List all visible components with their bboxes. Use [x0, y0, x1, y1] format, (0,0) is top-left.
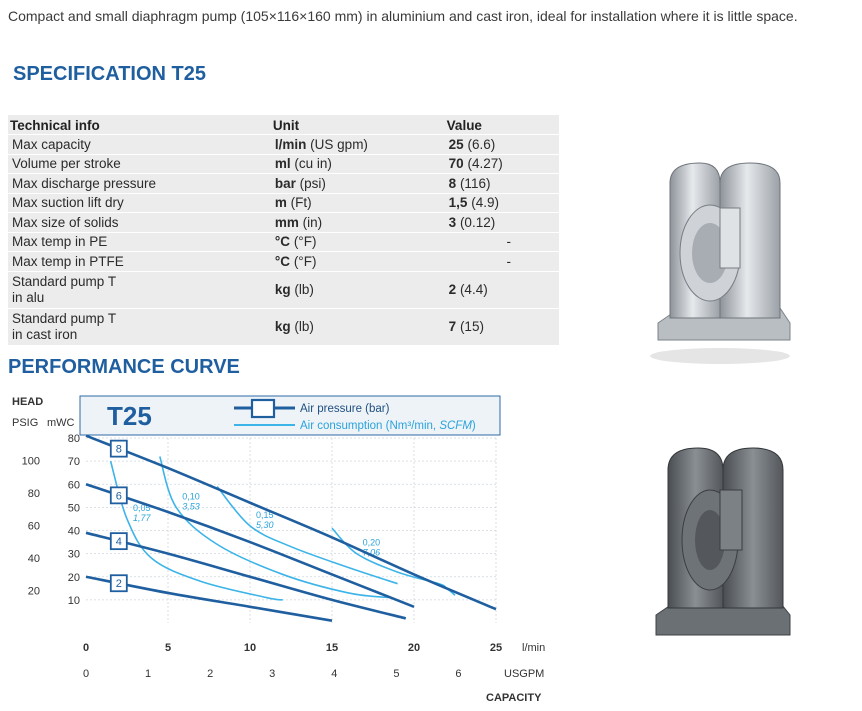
table-row — [8, 213, 559, 233]
consumption-label: 0,15 — [256, 509, 274, 520]
lmin-tick-label: 15 — [325, 642, 339, 654]
row-value: 7 (15) — [445, 308, 559, 345]
row-info: Max temp in PTFE — [8, 252, 271, 272]
mwc-tick-label: 40 — [67, 525, 80, 538]
mwc-tick-label: 10 — [67, 594, 80, 607]
psig-label: PSIG — [12, 417, 39, 429]
row-value: - — [445, 232, 559, 252]
lmin-tick-label: 0 — [82, 642, 90, 654]
spec-heading: SPECIFICATION T25 — [13, 63, 206, 85]
table-row — [8, 154, 559, 174]
row-value: - — [445, 252, 559, 272]
table-row — [8, 193, 559, 213]
row-unit: bar (psi) — [271, 174, 445, 194]
row-info: Max suction lift dry — [8, 193, 271, 213]
row-unit: m (Ft) — [271, 193, 445, 213]
usgpm-tick-label: 4 — [331, 668, 338, 680]
pressure-marker-label: 2 — [115, 578, 122, 591]
row-value: 70 (4.27) — [445, 154, 559, 174]
pressure-marker-label: 8 — [115, 443, 122, 456]
row-info: Volume per stroke — [8, 154, 271, 174]
legend-pressure — [234, 400, 390, 417]
row-value: 1,5 (4.9) — [445, 193, 559, 213]
row-info: Standard pump T in alu — [8, 271, 271, 308]
usgpm-tick-label: 0 — [82, 668, 90, 680]
row-unit: °C (°F) — [271, 252, 445, 272]
header-value: Value — [446, 117, 482, 133]
row-unit: mm (in) — [271, 213, 445, 233]
legend-pressure-label: Air pressure (bar) — [300, 403, 390, 415]
mwc-tick-label: 60 — [67, 479, 80, 492]
axis-ticks — [22, 433, 502, 680]
consumption-label: 0,05 — [133, 502, 151, 513]
lmin-tick-label: 5 — [164, 642, 172, 654]
header-unit: Unit — [272, 117, 300, 133]
performance-chart — [0, 388, 560, 711]
psig-tick-label: 20 — [27, 585, 40, 598]
psig-tick-label: 80 — [27, 487, 40, 500]
mwc-label: mWC — [47, 417, 75, 429]
table-row — [8, 308, 559, 345]
pump-cast-iron-image — [648, 440, 798, 655]
pressure-marker-label: 4 — [115, 536, 122, 549]
row-info: Max temp in PE — [8, 232, 271, 252]
row-value: 25 (6.6) — [445, 135, 559, 155]
mwc-tick-label: 30 — [67, 548, 80, 561]
table-row — [8, 232, 559, 252]
usgpm-tick-label: 2 — [207, 668, 214, 680]
chart-curves — [86, 436, 496, 621]
pump-aluminium-image — [640, 158, 800, 368]
mwc-tick-label: 20 — [67, 571, 80, 584]
usgpm-tick-label: 3 — [269, 668, 276, 680]
lmin-tick-label: 20 — [407, 642, 421, 654]
row-info: Max size of solids — [8, 213, 271, 233]
psig-tick-label: 60 — [27, 520, 40, 533]
mwc-tick-label: 50 — [67, 502, 80, 515]
row-info: Standard pump T in cast iron — [8, 308, 271, 345]
row-info: Max capacity — [8, 135, 271, 155]
intro-text: Compact and small diaphragm pump (105×116×160 mm) in aluminium and cast iron, ideal for installation where it is little space. — [8, 8, 798, 24]
consumption-label: 0,10 — [182, 491, 200, 502]
row-unit: °C (°F) — [271, 232, 445, 252]
usgpm-unit: USGPM — [504, 668, 545, 680]
row-unit: kg (lb) — [271, 308, 445, 345]
mwc-tick-label: 70 — [67, 456, 80, 469]
lmin-tick-label: 10 — [243, 642, 257, 654]
header-technical-info: Technical info — [10, 117, 100, 133]
head-label: HEAD — [12, 396, 44, 408]
table-row — [8, 174, 559, 194]
spec-table — [8, 115, 559, 345]
usgpm-tick-label: 1 — [145, 668, 152, 680]
consumption-label-scfm: 7,06 — [362, 547, 381, 558]
consumption-label-scfm: 5,30 — [256, 519, 274, 530]
lmin-tick-label: 25 — [489, 642, 503, 654]
chart-grid — [86, 438, 496, 623]
chart-title: T25 — [107, 401, 152, 431]
lmin-unit: l/min — [522, 642, 546, 654]
row-unit: l/min (US gpm) — [271, 135, 445, 155]
spec-table-header — [8, 115, 559, 135]
performance-heading: PERFORMANCE CURVE — [8, 356, 240, 378]
consumption-label-scfm: 3,53 — [182, 501, 200, 512]
row-info: Max discharge pressure — [8, 174, 271, 194]
row-value: 3 (0.12) — [445, 213, 559, 233]
row-value: 2 (4.4) — [445, 271, 559, 308]
mwc-tick-label: 80 — [67, 433, 80, 445]
row-unit: ml (cu in) — [271, 154, 445, 174]
psig-tick-label: 40 — [27, 552, 40, 565]
table-row — [8, 252, 559, 272]
table-row — [8, 271, 559, 308]
usgpm-tick-label: 6 — [455, 668, 462, 680]
capacity-label: CAPACITY — [486, 692, 542, 704]
table-row — [8, 135, 559, 155]
row-unit: kg (lb) — [271, 271, 445, 308]
psig-tick-label: 100 — [21, 455, 40, 468]
consumption-label-scfm: 1,77 — [133, 512, 151, 523]
legend-pressure-marker-icon — [252, 400, 274, 417]
pressure-marker-label: 6 — [115, 490, 122, 503]
row-value: 8 (116) — [445, 174, 559, 194]
usgpm-tick-label: 5 — [393, 668, 400, 680]
consumption-label: 0,20 — [362, 537, 381, 548]
legend-consumption-label: Air consumption (Nm³/min, SCFM) — [300, 420, 476, 432]
